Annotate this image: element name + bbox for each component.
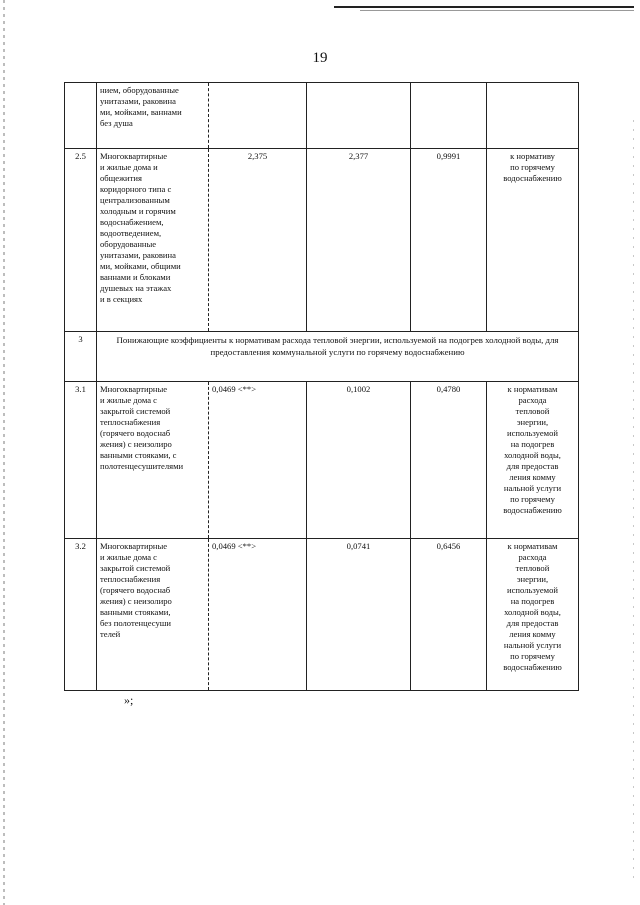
value-1: [209, 83, 307, 149]
value-1: 0,0469 <**>: [209, 539, 307, 691]
row-description: [97, 83, 209, 149]
value-3: [411, 83, 487, 149]
section-title: Понижающие коэффициенты к нормативам расхода тепловой энергии, используемой на подогрев холодной воды, для предоставления коммунальной услуги по горячему водоснабжению: [97, 332, 579, 382]
scan-edge-right: [633, 120, 634, 880]
section-number: 3: [65, 332, 97, 382]
table-row-3-1: [65, 382, 579, 539]
row-number: 3.2: [65, 539, 97, 691]
value-3: 0,6456: [411, 539, 487, 691]
row-note: [487, 149, 579, 332]
top-rule-thin: [360, 10, 634, 11]
row-description: [97, 539, 209, 691]
top-rule: [334, 6, 634, 8]
row-description: [97, 149, 209, 332]
description-text: Многоквартирные и жилые дома и общежития коридорного типа с централизованным холодным и горячим водоснабжением, водоотведением, оборудованные унитазами, раковина ми, мойками, общими ваннами и блоками душевых на этажах и в секциях: [100, 151, 181, 304]
closing-quote: »;: [124, 693, 134, 707]
note-text: к нормативам расхода тепловой энергии, используемой на подогрев холодной воды, для предостав ления комму нальной услуги по горячему водоснабжению: [503, 384, 562, 515]
table-row-continuation: [65, 83, 579, 149]
row-description: [97, 382, 209, 539]
row-note: [487, 539, 579, 691]
value-2: [307, 83, 411, 149]
value-1: 2,375: [209, 149, 307, 332]
description-text: Многоквартирные и жилые дома с закрытой системой теплоснабжения (горячего водоснаб жения) с неизолиро ванными стояками, без полотенцесуши телей: [100, 541, 172, 639]
table-row-2-5: [65, 149, 579, 332]
value-2: 0,0741: [307, 539, 411, 691]
table-row-3-section: [65, 332, 579, 382]
note-text: к нормативу по горячему водоснабжению: [503, 151, 562, 183]
row-note: [487, 83, 579, 149]
value-3: 0,9991: [411, 149, 487, 332]
row-number: 2.5: [65, 149, 97, 332]
row-number: [65, 83, 97, 149]
note-text: к нормативам расхода тепловой энергии, используемой на подогрев холодной воды, для предостав ления комму нальной услуги по горячему водоснабжению: [503, 541, 562, 672]
value-2: 0,1002: [307, 382, 411, 539]
value-1: 0,0469 <**>: [209, 382, 307, 539]
description-text: Многоквартирные и жилые дома с закрытой системой теплоснабжения (горячего водоснаб жения) с неизолиро ванными стояками, с полотенцесушителями: [100, 384, 184, 471]
coefficients-table: [64, 82, 579, 691]
page-number: 19: [312, 50, 328, 66]
table-row-3-2: [65, 539, 579, 691]
value-3: 0,4780: [411, 382, 487, 539]
row-note: [487, 382, 579, 539]
scan-edge-left: [3, 0, 5, 905]
value-2: 2,377: [307, 149, 411, 332]
row-number: 3.1: [65, 382, 97, 539]
description-text: нием, оборудованные унитазами, раковина ми, мойками, ваннами без душа: [100, 85, 182, 128]
